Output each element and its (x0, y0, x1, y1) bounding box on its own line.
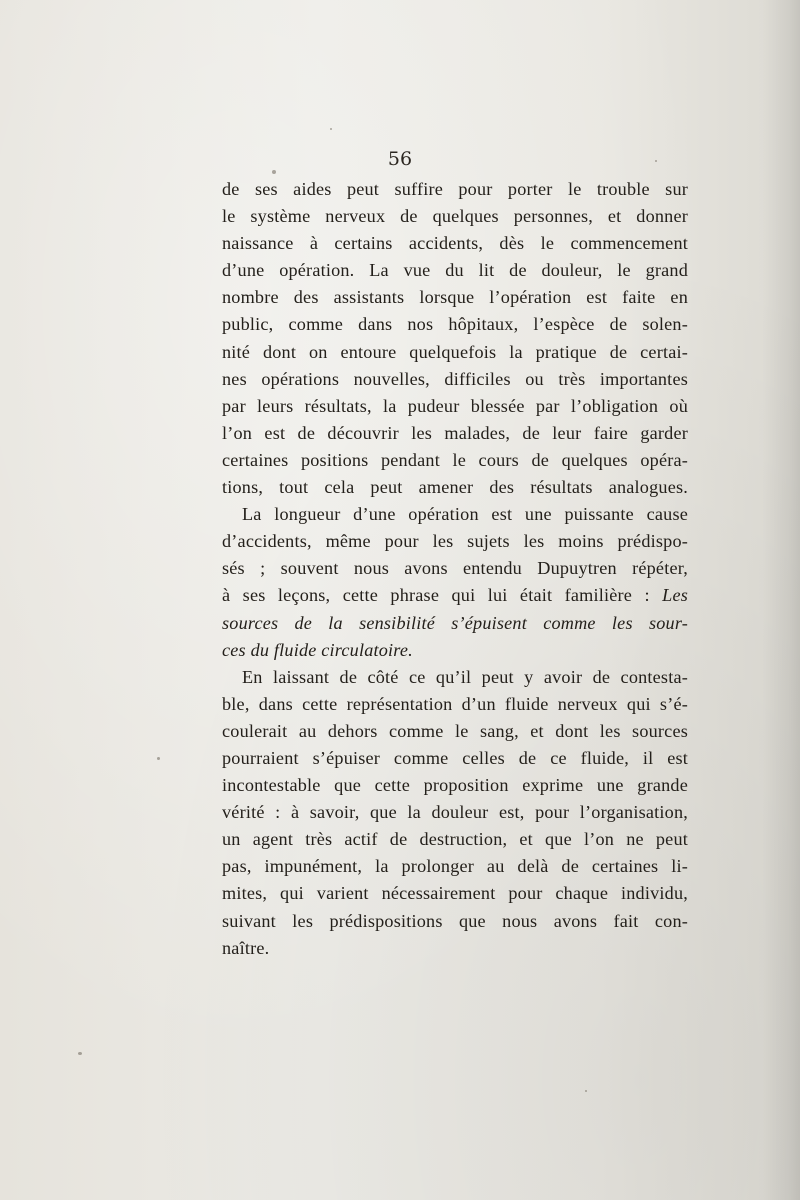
text-line: d’accidents, même pour les sujets les moins prédispo- (222, 531, 688, 552)
paper-speck (272, 170, 276, 174)
paragraph-start-line: La longueur d’une opération est une puissante cause (242, 504, 688, 525)
text-line: nité dont on entoure quelquefois la pratique de certai- (222, 341, 688, 362)
italic-quote-start: Les (649, 585, 688, 606)
text-line: de ses aides peut suffire pour porter le trouble sur (222, 179, 688, 199)
text-line: par leurs résultats, la pudeur blessée par l’obligation où (222, 395, 688, 416)
paper-speck (585, 1090, 587, 1092)
text-line: vérité : à savoir, que la douleur est, pour l’organisation, (222, 802, 688, 823)
text-line: nes opérations nouvelles, difficiles ou très importantes (222, 368, 688, 389)
text-line: pas, impunément, la prolonger au delà de certaines li- (222, 856, 688, 877)
text-line: ble, dans cette représentation d’un fluide nerveux qui s’é- (222, 693, 688, 714)
text-line: l’on est de découvrir les malades, de leur faire garder (222, 422, 688, 443)
paragraph-end-line: naître. (222, 937, 270, 958)
paper-speck (330, 128, 332, 130)
text-line: tions, tout cela peut amener des résultats analogues. (222, 477, 688, 498)
text-line: public, comme dans nos hôpitaux, l’espèce de solen- (222, 314, 688, 335)
text-line: naissance à certains accidents, dès le commencement (222, 233, 688, 254)
text-line: suivant les prédispositions que nous avons fait con- (222, 910, 688, 931)
paper-speck (157, 757, 160, 760)
text-line: un agent très actif de destruction, et que l’on ne peut (222, 829, 688, 850)
page-edge-shadow (762, 0, 800, 1200)
text-line: incontestable que cette proposition exprime une grande (222, 775, 688, 796)
text-line: sés ; souvent nous avons entendu Dupuytren répéter, (222, 558, 688, 579)
paper-speck (78, 1052, 82, 1055)
text-line: mites, qui varient nécessairement pour chaque individu, (222, 883, 688, 904)
text-segment: à ses leçons, cette phrase qui lui était familière : (222, 585, 650, 606)
italic-quote-line: sources de la sensibilité s’épuisent comme les sour- (222, 612, 688, 633)
text-line: coulerait au dehors comme le sang, et dont les sources (222, 720, 688, 741)
body-text (222, 176, 688, 962)
paragraph-start-line: En laissant de côté ce qu’il peut y avoir de contesta- (242, 666, 688, 687)
text-line: le système nerveux de quelques personnes, et donner (222, 206, 688, 227)
text-line: nombre des assistants lorsque l’opération est faite en (222, 287, 688, 308)
italic-quote-end: ces du fluide circulatoire. (222, 639, 413, 660)
text-line: pourraient s’épuiser comme celles de ce fluide, il est (222, 747, 688, 768)
text-line: certaines positions pendant le cours de quelques opéra- (222, 449, 688, 470)
text-line: d’une opération. La vue du lit de douleur, le grand (222, 260, 688, 281)
page-number: 56 (387, 148, 413, 170)
mixed-style-line (222, 582, 688, 609)
